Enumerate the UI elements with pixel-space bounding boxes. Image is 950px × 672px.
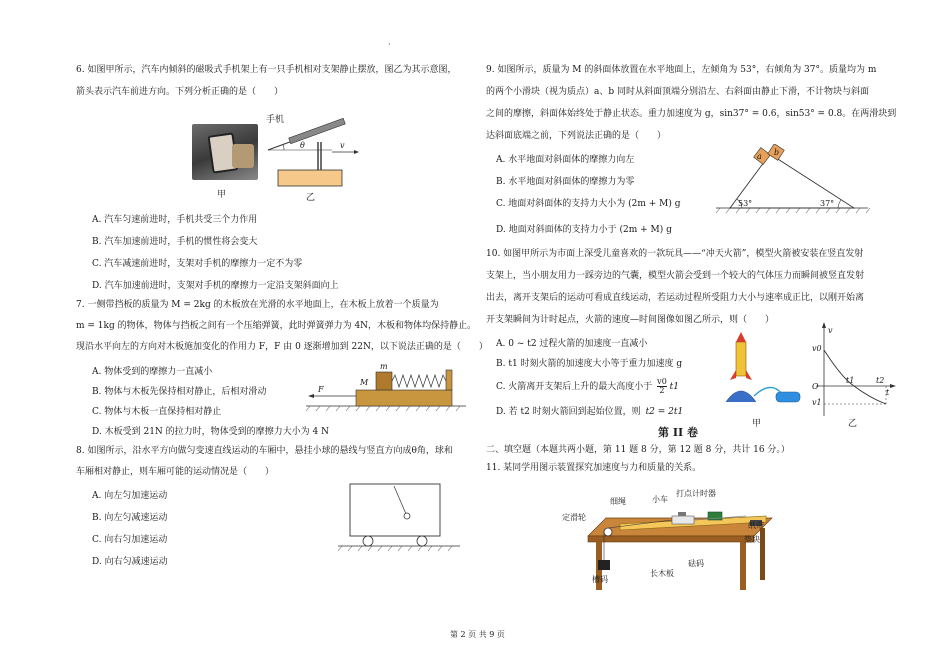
q10-option-d [496, 404, 683, 417]
q10-air-bag [776, 392, 800, 402]
q10-option-d-tail: t2 = 2t1 [645, 407, 684, 417]
q9-label-a: a [757, 152, 762, 161]
q9-option-d: D. 地面对斜面体的支持力小于 (2m + M) g [496, 225, 672, 235]
q8-wheel-left [363, 536, 373, 546]
q9-ground-hatch [716, 208, 870, 213]
q8-car-body [350, 484, 440, 536]
q8-option-b: B. 向左匀减速运动 [92, 513, 168, 523]
section2-title: 第 II 卷 [658, 426, 698, 439]
q9-label-b: b [774, 148, 780, 157]
q10-label-v: v [828, 326, 833, 335]
q10-label-O: O [812, 382, 819, 391]
q8-option-c: C. 向右匀加速运动 [92, 535, 168, 545]
q8-wheel-right [417, 536, 427, 546]
q7-board [356, 390, 452, 406]
q10-line-4: 开支架瞬间为计时起点，火箭的速度—时间图像如图乙所示，则（ ） [486, 315, 775, 325]
q6-base [278, 170, 342, 186]
q11-table-edge [588, 536, 754, 542]
q6-theta-arc [283, 144, 284, 150]
q11-label-pulley: 定滑轮 [562, 513, 586, 522]
q11-label-cart: 小车 [652, 495, 668, 504]
q9-option-c: C. 地面对斜面体的支持力大小为 (2m + M) g [496, 199, 681, 209]
q11-leg-back-right [760, 528, 765, 580]
q11-label-board: 长木板 [650, 569, 674, 578]
q10-label-yi: 乙 [848, 419, 858, 429]
q10-option-c-frac-num: v0 [657, 377, 667, 386]
q10-option-c-frac-den: 2 [659, 386, 665, 395]
q6-option-d: D. 汽车加速前进时，支架对手机的摩擦力一定沿支架斜面向上 [92, 281, 339, 291]
top-dot: · [388, 40, 391, 49]
q7-line-2: m = 1kg 的物体，物体与挡板之间有一个压缩弹簧，此时弹簧弹力为 4N，木板和物体均保持静止。 [76, 321, 477, 331]
q10-option-b: B. t1 时刻火箭的加速度大小等于重力加速度 g [496, 359, 683, 369]
q7-option-a: A. 物体受到的摩擦力一直减小 [92, 367, 213, 377]
q11-label-tape: 纸带 [748, 521, 764, 530]
q10-option-a: A. 0 ~ t2 过程火箭的加速度一直减小 [496, 339, 648, 349]
q9-line-4: 达斜面底端之前，下列说法正确的是（ ） [486, 131, 667, 141]
q10-t-axis-arrow [890, 384, 896, 388]
q10-rocket-figure [716, 330, 808, 414]
section2-header: 二、填空题（本题共两小题，第 11 题 8 分，第 12 题 8 分，共计 16 分。） [486, 445, 790, 455]
q9-option-a: A. 水平地面对斜面体的摩擦力向左 [496, 155, 635, 165]
q10-label-t1: t1 [846, 376, 855, 385]
q7-spring [392, 375, 446, 387]
q10-line-1: 10. 如图甲所示为市面上深受儿童喜欢的一款玩具——“冲天火箭”，模型火箭被安装在竖直发射 [486, 249, 864, 259]
q10-rocket-fin-right [746, 370, 752, 380]
q11-leg-front-right [740, 542, 746, 590]
q9-diagram [712, 144, 872, 218]
q9-line-2: 的两个小滑块（视为质点）a、b 同时从斜面顶端分别沿左、右斜面由静止下滑，不计物块与斜面 [486, 87, 869, 97]
q7-label-M: M [360, 378, 369, 387]
q6-label-jia: 甲 [217, 190, 227, 200]
page-footer: 第 2 页 共 9 页 [450, 630, 505, 639]
q11-label-timer: 打点计时器 [676, 489, 716, 498]
q10-option-c-fraction [657, 378, 667, 395]
q8-option-d: D. 向右匀减速运动 [92, 557, 168, 567]
q8-line-2: 车厢相对静止，则车厢可能的运动情况是（ ） [76, 467, 275, 477]
q11-text: 11. 某同学用图示装置探究加速度与力和质量的关系。 [486, 463, 702, 473]
q10-label-v1: v1 [812, 398, 822, 407]
q7-force-arrowhead [308, 394, 314, 398]
q8-ball [404, 513, 410, 519]
q7-line-1: 7. 一侧带挡板的质量为 M = 2kg 的木板放在光滑的水平地面上，在木板上放着一个质量为 [76, 300, 439, 310]
q6-label-v: v [340, 141, 345, 150]
q7-label-F: F [318, 385, 324, 394]
q6-line-2: 箭头表示汽车前进方向。下列分析正确的是（ ） [76, 87, 284, 97]
q8-diagram [334, 480, 464, 558]
q11-label-pad: 垫块 [744, 535, 760, 544]
q9-label-37: 37° [820, 199, 835, 208]
q9-label-53: 53° [738, 199, 753, 208]
q10-label-t2: t2 [876, 376, 885, 385]
q7-ground-hatch [306, 406, 460, 411]
q8-line-1: 8. 如图所示，沿水平方向做匀变速直线运动的车厢中，悬挂小球的悬线与竖直方向成θ角，球和 [76, 446, 453, 456]
q6-photo-figure [192, 124, 258, 180]
q6-v-arrowhead [354, 150, 359, 154]
q8-option-a: A. 向左匀加速运动 [92, 491, 168, 501]
q10-line-3: 出去，离开支架后的运动可看成直线运动，若运动过程所受阻力大小与速率成正比，以刚开始离 [486, 293, 865, 303]
q7-block [376, 372, 392, 390]
q10-label-t: t [886, 388, 890, 397]
q6-label-theta: θ [300, 141, 305, 150]
q6-line-1: 6. 如图甲所示，汽车内倾斜的磁吸式手机架上有一只手机相对支架静止摆放，图乙为其示意图， [76, 65, 457, 75]
q9-option-b: B. 水平地面对斜面体的摩擦力为零 [496, 177, 635, 187]
q7-line-3: 现沿水平向左的方向对木板施加变化的作用力 F，F 由 0 逐渐增加到 22N，以下说法正确的是（ ） [76, 342, 488, 352]
q10-rocket-fin-left [730, 370, 736, 380]
q11-bucket [598, 560, 610, 570]
q10-rocket-body [736, 342, 746, 376]
q10-option-c [496, 378, 679, 395]
q6-phone [289, 118, 346, 143]
q10-option-d-text: D. 若 t2 时刻火箭回到起始位置，则 [496, 407, 641, 417]
q10-option-c-tail: t1 [669, 382, 679, 392]
q11-pulley [604, 528, 612, 536]
q10-option-c-text: C. 火箭离开支架后上升的最大高度小于 [496, 382, 653, 392]
q11-label-rope: 细绳 [610, 497, 626, 506]
q6-option-a: A. 汽车匀速前进时，手机共受三个力作用 [92, 215, 258, 225]
q10-v-axis-arrow [822, 322, 826, 328]
q7-option-c: C. 物体与木板一直保持相对静止 [92, 407, 222, 417]
q6-option-b: B. 汽车加速前进时，手机的惯性将会变大 [92, 237, 258, 247]
q10-rocket-nose [736, 332, 746, 342]
q10-launch-stand [726, 391, 756, 402]
q7-diagram [306, 364, 466, 414]
q9-line-3: 之间的摩擦，斜面体始终处于静止状态。重力加速度为 g，sin37° = 0.6，sin53° = 0.8。在两滑块到 [486, 109, 897, 119]
q7-option-d: D. 木板受到 21N 的拉力时，物体受到的摩擦力大小为 4 N [92, 427, 329, 437]
q6-option-c: C. 汽车减速前进时，支架对手机的摩擦力一定不为零 [92, 259, 303, 269]
q10-label-jia: 甲 [752, 419, 762, 429]
q9-line-1: 9. 如图所示，质量为 M 的斜面体放置在水平地面上，左倾角为 53°，右倾角为 37°。质量均为 m [486, 65, 877, 75]
q10-line-2: 支架上，当小朋友用力一踩旁边的气囊，模型火箭会受到一个较大的气体压力而瞬间被竖直发射 [486, 271, 865, 281]
q11-cart [672, 516, 694, 524]
q7-baffle [446, 370, 452, 390]
q6-label-phone: 手机 [266, 115, 285, 125]
q11-label-bucket: 槽码 [592, 575, 608, 584]
q8-string [394, 486, 406, 514]
q10-label-v0: v0 [812, 344, 822, 353]
q7-label-m: m [380, 362, 388, 371]
q6-label-yi: 乙 [306, 193, 316, 203]
q11-label-weight: 砝码 [688, 559, 704, 568]
q8-ground-hatch [338, 546, 452, 551]
q7-option-b: B. 物体与木板先保持相对静止，后相对滑动 [92, 387, 267, 397]
q11-weight [678, 512, 686, 516]
